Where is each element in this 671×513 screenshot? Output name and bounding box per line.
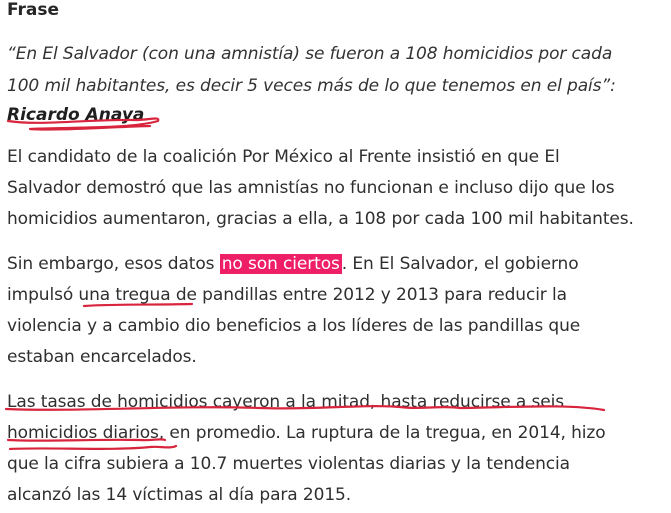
paragraph-line: El candidato de la coalición Por México al Frente insistió en que El	[7, 147, 560, 167]
text-segment: Sin embargo, esos datos	[7, 254, 220, 274]
paragraph-2	[7, 249, 580, 373]
paragraph-line: alcanzó las 14 víctimas al día para 2015.	[7, 485, 352, 505]
paragraph-3	[7, 387, 606, 511]
quote-line-2: 100 mil habitantes, es decir 5 veces más de lo que tenemos en el país”:	[7, 76, 616, 96]
paragraph-line: homicidios aumentaron, gracias a ella, a 108 por cada 100 mil habitantes.	[7, 209, 634, 229]
text-segment: . En El Salvador, el gobierno	[341, 254, 579, 274]
quote-block	[7, 38, 616, 102]
highlighted-text: no son ciertos	[221, 254, 340, 274]
paragraph-line: que la cifra subiera a 10.7 muertes violentas diarias y la tendencia	[7, 454, 570, 474]
paragraph-line	[7, 249, 580, 280]
quote-line-1: “En El Salvador (con una amnistía) se fueron a 108 homicidios por cada	[7, 44, 613, 64]
section-label: Frase	[7, 0, 60, 20]
paragraph-line: Salvador demostró que las amnistías no funcionan e incluso dijo que los	[7, 178, 615, 198]
paragraph-line: Las tasas de homicidios cayeron a la mitad, hasta reducirse a seis	[7, 392, 565, 412]
quote-author: Ricardo Anaya	[7, 105, 145, 125]
paragraph-line: impulsó una tregua de pandillas entre 2012 y 2013 para reducir la	[7, 285, 567, 305]
paragraph-line: homicidios diarios, en promedio. La ruptura de la tregua, en 2014, hizo	[7, 423, 606, 443]
paragraph-1	[7, 142, 634, 235]
paragraph-line: estaban encarcelados.	[7, 347, 197, 367]
paragraph-line: violencia y a cambio dio beneficios a los líderes de las pandillas que	[7, 316, 581, 336]
